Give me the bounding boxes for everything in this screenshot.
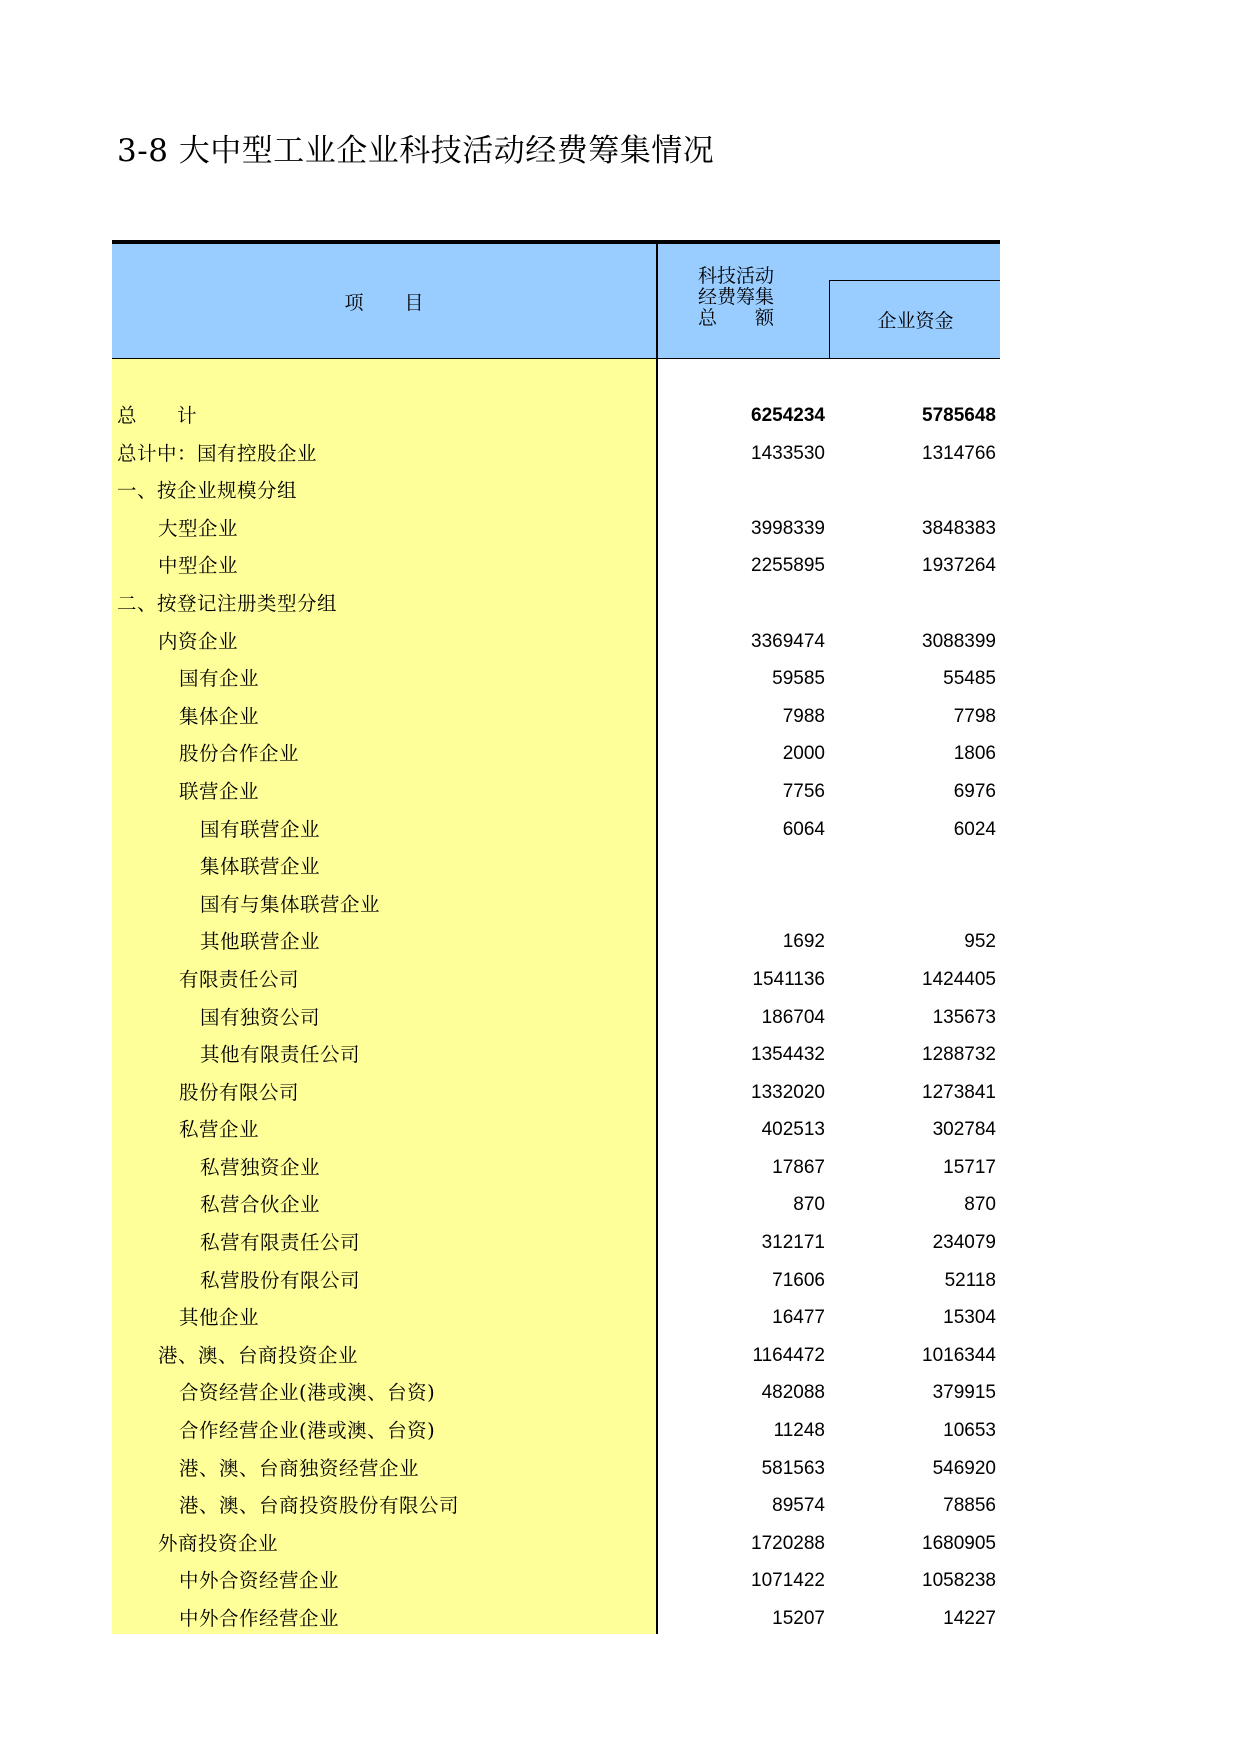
table-row <box>112 1224 1000 1262</box>
row-label: 股份有限公司 <box>179 1080 300 1104</box>
row-label: 中外合作经营企业 <box>179 1607 340 1630</box>
row-label: 二、按登记注册类型分组 <box>117 591 338 615</box>
cell-total-funds: 89574 <box>772 1495 825 1517</box>
row-label: 内资企业 <box>158 629 239 653</box>
cell-total-funds: 6254234 <box>751 405 825 426</box>
cell-enterprise-funds: 3088399 <box>922 630 996 652</box>
row-label: 私营合伙企业 <box>200 1193 321 1217</box>
table-row <box>112 547 1000 585</box>
cell-enterprise-funds: 6024 <box>953 818 996 840</box>
row-label: 港、澳、台商投资股份有限公司 <box>179 1494 460 1518</box>
cell-enterprise-funds: 3848383 <box>922 517 996 539</box>
table-row <box>112 848 1000 886</box>
row-label: 合资经营企业(港或澳、台资) <box>179 1381 436 1405</box>
cell-total-funds: 71606 <box>772 1269 825 1291</box>
row-label: 国有与集体联营企业 <box>200 892 381 916</box>
table-row <box>112 999 1000 1037</box>
row-label: 总 计 <box>117 404 198 427</box>
cell-enterprise-funds <box>836 472 996 510</box>
table-header <box>112 240 1000 359</box>
table-row <box>112 1186 1000 1224</box>
row-label: 中型企业 <box>158 554 239 578</box>
table-row <box>112 472 1000 510</box>
table-row <box>112 1450 1000 1488</box>
cell-enterprise-funds: 1288732 <box>922 1044 996 1066</box>
cell-total-funds: 11248 <box>773 1420 825 1442</box>
table-row <box>112 585 1000 623</box>
row-label: 国有联营企业 <box>200 817 321 841</box>
cell-total-funds: 1433530 <box>751 442 825 464</box>
cell-total-funds: 1164472 <box>752 1344 825 1366</box>
row-label: 国有企业 <box>179 667 260 691</box>
row-label: 外商投资企业 <box>158 1531 279 1555</box>
header-total-line: 总 额 <box>698 307 775 329</box>
header-total-line: 科技活动 <box>698 265 775 287</box>
cell-enterprise-funds: 234079 <box>932 1232 996 1254</box>
cell-total-funds <box>672 472 825 510</box>
table-row <box>112 435 1000 473</box>
statistics-table <box>112 240 1000 1634</box>
table-row <box>112 623 1000 661</box>
table-row <box>112 1562 1000 1600</box>
row-label: 合作经营企业(港或澳、台资) <box>179 1419 436 1443</box>
row-label: 总计中：国有控股企业 <box>117 441 318 465</box>
cell-enterprise-funds: 10653 <box>943 1420 996 1442</box>
table-row <box>112 1149 1000 1187</box>
table-row <box>112 735 1000 773</box>
row-label: 有限责任公司 <box>179 967 300 991</box>
cell-total-funds <box>672 848 825 886</box>
cell-total-funds: 1354432 <box>751 1044 825 1066</box>
row-label: 股份合作企业 <box>179 742 300 766</box>
table-row <box>112 923 1000 961</box>
cell-total-funds: 186704 <box>761 1006 825 1028</box>
row-label: 港、澳、台商投资企业 <box>158 1343 359 1367</box>
cell-total-funds: 581563 <box>761 1457 825 1479</box>
cell-total-funds: 16477 <box>772 1307 825 1329</box>
row-label: 其他企业 <box>179 1306 260 1330</box>
cell-total-funds: 15207 <box>772 1608 825 1629</box>
row-label: 其他联营企业 <box>200 930 321 954</box>
row-label: 集体企业 <box>179 704 260 728</box>
cell-total-funds: 2000 <box>782 743 825 765</box>
table-row <box>112 698 1000 736</box>
table-row <box>112 886 1000 924</box>
cell-enterprise-funds: 870 <box>964 1194 996 1216</box>
cell-enterprise-funds: 14227 <box>943 1608 996 1629</box>
cell-enterprise-funds: 15717 <box>943 1156 996 1178</box>
table-row <box>112 1337 1000 1375</box>
cell-enterprise-funds: 135673 <box>932 1006 996 1028</box>
row-label: 私营有限责任公司 <box>200 1231 361 1255</box>
cell-total-funds: 17867 <box>772 1156 825 1178</box>
cell-total-funds: 1071422 <box>751 1570 825 1592</box>
table-row <box>112 397 1000 435</box>
header-item: 项 目 <box>344 291 425 314</box>
cell-total-funds: 7988 <box>782 705 825 727</box>
cell-enterprise-funds: 52118 <box>944 1269 996 1291</box>
cell-enterprise-funds: 546920 <box>932 1457 996 1479</box>
page-title: 3-8 大中型工业企业科技活动经费筹集情况 <box>117 133 715 169</box>
table-rows <box>112 397 1000 1638</box>
cell-enterprise-funds <box>836 585 996 623</box>
cell-enterprise-funds: 15304 <box>943 1307 996 1329</box>
row-label: 港、澳、台商独资经营企业 <box>179 1456 420 1480</box>
cell-enterprise-funds: 1016344 <box>922 1344 996 1366</box>
table-row <box>112 1600 1000 1638</box>
cell-enterprise-funds: 1937264 <box>922 555 996 577</box>
cell-enterprise-funds: 379915 <box>932 1382 996 1404</box>
cell-total-funds: 6064 <box>782 818 825 840</box>
table-row <box>112 1412 1000 1450</box>
row-label: 私营企业 <box>179 1118 260 1142</box>
row-label: 私营股份有限公司 <box>200 1268 361 1292</box>
row-label: 中外合资经营企业 <box>179 1569 340 1593</box>
table-row <box>112 773 1000 811</box>
row-label: 私营独资企业 <box>200 1155 321 1179</box>
cell-enterprise-funds: 952 <box>964 931 996 953</box>
cell-total-funds: 3369474 <box>751 630 825 652</box>
cell-total-funds: 312171 <box>761 1232 825 1254</box>
cell-enterprise-funds: 1314766 <box>922 442 996 464</box>
header-total-line: 经费筹集 <box>698 286 775 308</box>
cell-total-funds: 1332020 <box>751 1081 825 1103</box>
cell-enterprise-funds: 6976 <box>953 780 996 802</box>
row-label: 国有独资公司 <box>200 1005 321 1029</box>
table-row <box>112 1036 1000 1074</box>
cell-total-funds: 402513 <box>761 1119 825 1141</box>
column-divider <box>656 244 658 358</box>
header-total-funds <box>658 266 831 329</box>
cell-total-funds: 1541136 <box>752 968 825 990</box>
cell-total-funds: 1720288 <box>751 1532 825 1554</box>
cell-enterprise-funds: 302784 <box>932 1119 996 1141</box>
row-label: 集体联营企业 <box>200 855 321 879</box>
table-body <box>112 359 1000 1634</box>
row-label: 联营企业 <box>179 779 260 803</box>
table-row <box>112 1262 1000 1300</box>
cell-total-funds: 2255895 <box>751 555 825 577</box>
cell-total-funds <box>672 585 825 623</box>
table-row <box>112 811 1000 849</box>
row-label: 其他有限责任公司 <box>200 1043 361 1067</box>
cell-total-funds: 3998339 <box>751 517 825 539</box>
cell-total-funds: 59585 <box>772 668 825 690</box>
cell-enterprise-funds: 1424405 <box>922 968 996 990</box>
cell-enterprise-funds: 7798 <box>953 705 996 727</box>
table-row <box>112 961 1000 999</box>
row-label: 大型企业 <box>158 516 239 540</box>
table-row <box>112 510 1000 548</box>
cell-total-funds: 1692 <box>782 931 825 953</box>
table-row <box>112 1374 1000 1412</box>
cell-enterprise-funds: 1680905 <box>922 1532 996 1554</box>
cell-total-funds: 7756 <box>782 780 825 802</box>
cell-enterprise-funds: 5785648 <box>922 405 996 426</box>
table-row <box>112 1525 1000 1563</box>
header-enterprise-funds: 企业资金 <box>877 310 954 332</box>
table-row <box>112 660 1000 698</box>
cell-total-funds: 870 <box>793 1194 825 1216</box>
cell-enterprise-funds: 78856 <box>943 1495 996 1517</box>
cell-enterprise-funds: 1806 <box>953 743 996 765</box>
subheader-divider <box>829 280 830 358</box>
cell-enterprise-funds: 1273841 <box>922 1081 996 1103</box>
cell-enterprise-funds: 1058238 <box>922 1570 996 1592</box>
table-row <box>112 1111 1000 1149</box>
table-row <box>112 1487 1000 1525</box>
row-label: 一、按企业规模分组 <box>117 479 298 503</box>
table-row <box>112 1299 1000 1337</box>
cell-enterprise-funds: 55485 <box>943 668 996 690</box>
cell-total-funds: 482088 <box>761 1382 825 1404</box>
cell-total-funds <box>672 886 825 924</box>
cell-enterprise-funds <box>836 886 996 924</box>
table-row <box>112 1074 1000 1112</box>
cell-enterprise-funds <box>836 848 996 886</box>
